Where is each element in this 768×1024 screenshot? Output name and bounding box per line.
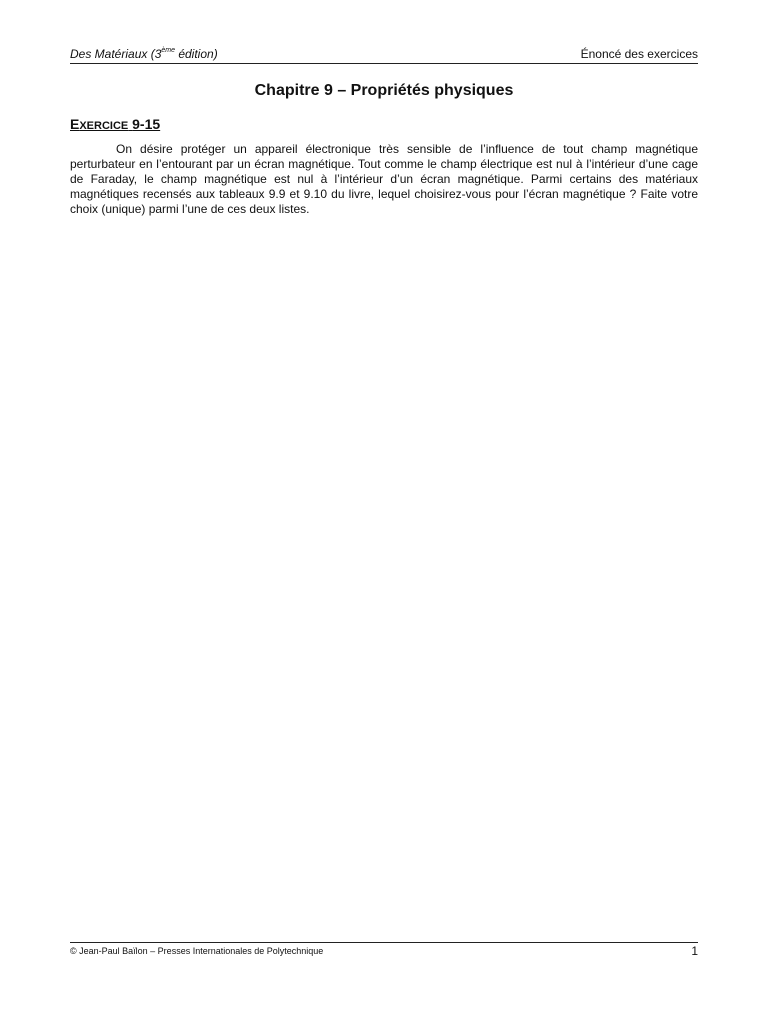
edition-superscript: ème — [161, 47, 175, 54]
chapter-title: Chapitre 9 – Propriétés physiques — [254, 82, 514, 99]
copyright-notice: © Jean-Paul Baïlon – Presses Internationales de Polytechnique — [70, 946, 324, 956]
exercise-heading — [70, 116, 160, 132]
exercise-label: XERCICE — [79, 120, 129, 132]
book-title-prefix: Des Matériaux (3 — [70, 47, 162, 61]
book-title — [70, 47, 218, 61]
page-footer — [70, 942, 698, 959]
exercise-statement: On désire protéger un appareil électronique très sensible de l’influence de tout champ magnétique perturbateur en l’entourant par un écran magnétique. Tout comme le champ électrique est nul à l’intérieur d’une cage de Faraday, le champ magnétique est nul à l’intérieur d’un écran magnétique. Parmi certains des matériaux magnétiques recensés aux tableaux 9.9 et 9.10 du livre, lequel choisirez-vous pour l’écran magnétique ? Faite votre choix (unique) parmi l’une de ces deux listes. — [70, 142, 698, 216]
section-title: Énoncé des exercices — [580, 47, 698, 61]
exercise-initial: E — [70, 116, 80, 132]
book-title-suffix: édition) — [175, 47, 218, 61]
page-header — [70, 45, 698, 64]
page-number: 1 — [691, 944, 698, 958]
exercise-number: 9-15 — [132, 116, 161, 132]
